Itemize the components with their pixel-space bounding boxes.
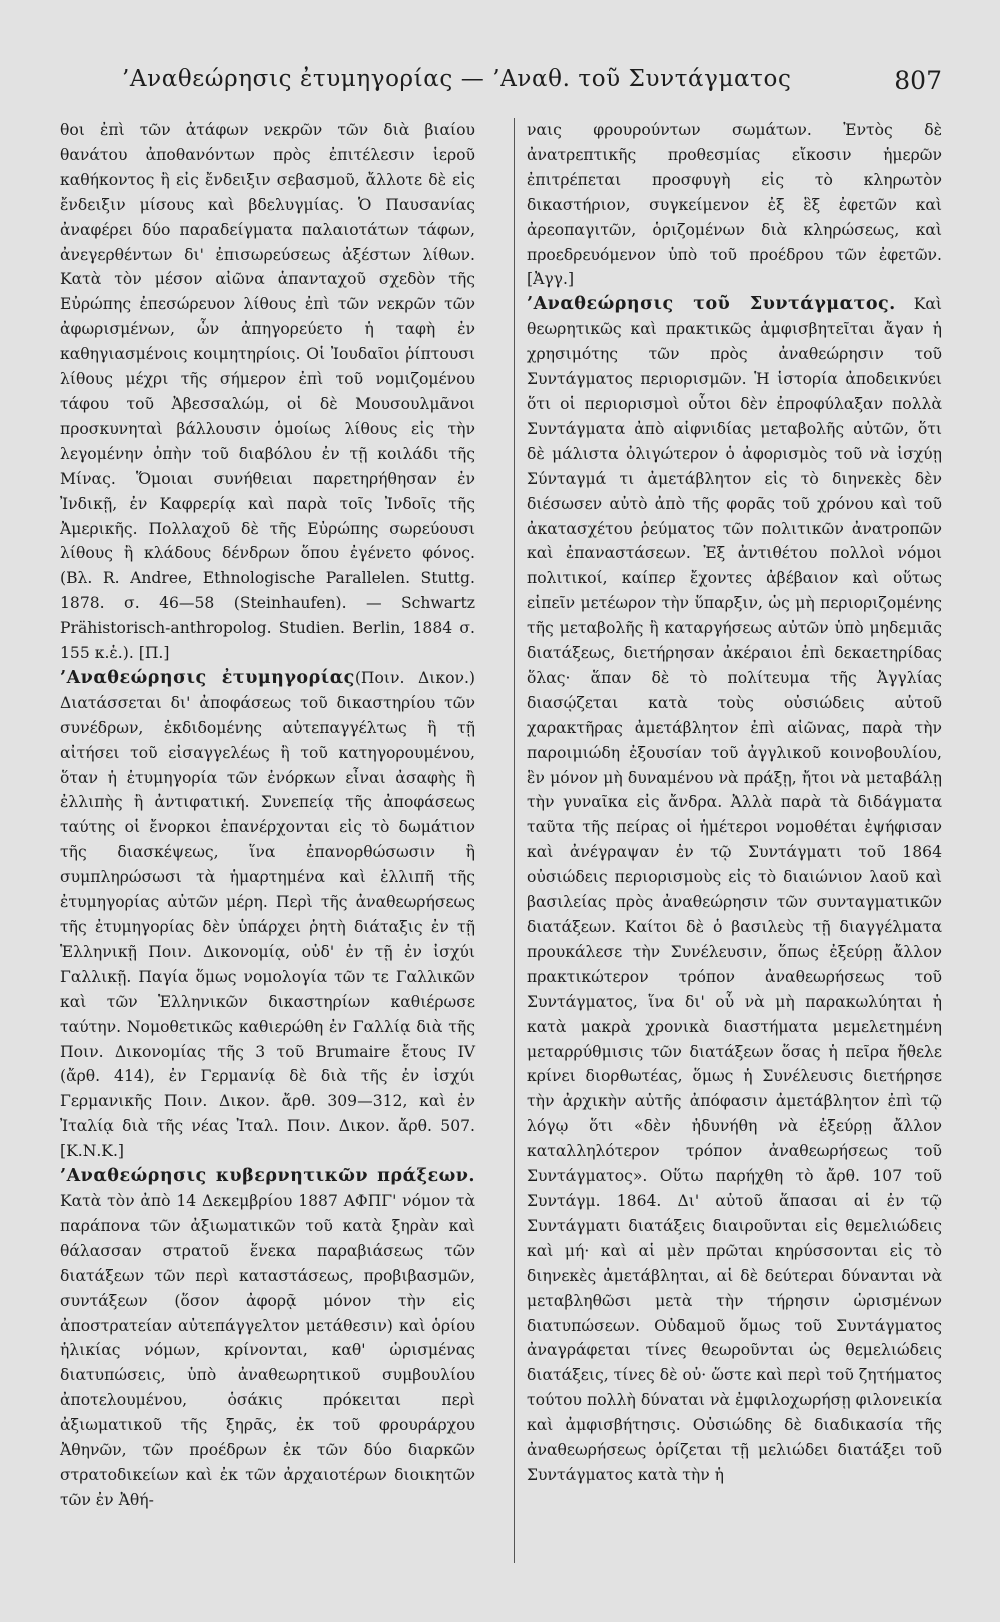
entry-body-text: ναις φρουρούντων σωμάτων. Ἐντὸς δὲ ἀνατρεπτικῆς προθεσμίας εἴκοσιν ἡμερῶν ἐπιτρέπεται προσφυγὴ εἰς τὸ κληρωτὸν δικαστήριον, συγκείμενον ἐξ ἓξ ἐφετῶν καὶ ἀρεοπαγιτῶν, ὁριζομένων διὰ κληρώσεως, καὶ προεδρευόμενον ὑπὸ τοῦ προέδρου τῶν ἐφετῶν. [Ἀγγ.]: [527, 121, 942, 289]
page-number: 807: [894, 66, 942, 95]
entry-body-text: Καὶ θεωρητικῶς καὶ πρακτικῶς ἀμφισβητεῖται ἄγαν ἡ χρησιμότης τῶν πρὸς ἀναθεώρησιν τοῦ Συντάγματος περιορισμῶν. Ἡ ἱστορία ἀποδεικνύει ὅτι οἱ περιορισμοὶ οὗτοι δὲν ἐπροφύλαξαν πολλὰ Συντάγματα ἀπὸ αἰφνιδίας μεταβολῆς αὐτῶν, ὅτι δὲ μάλιστα ὀλιγώτερον ὁ ἀφορισμὸς τοῦ νὰ ἰσχύῃ Σύνταγμά τι ἀμετάβλητον εἰς τὸ διηνεκὲς δὲν διέσωσεν αὐτὸ ἀπὸ τῆς φορᾶς τοῦ χρόνου καὶ τοῦ ἀκατασχέτου ῥεύματος τῶν πολιτικῶν ἀνατροπῶν καὶ ἐπαναστάσεων. Ἐξ ἀντιθέτου πολλοὶ νόμοι πολιτικοί, καίπερ ἔχοντες ἀβέβαιον καὶ οὕτως εἰπεῖν μετέωρον τὴν ὕπαρξιν, ὡς μὴ περιοριζομένης τῆς μεταβολῆς ἢ καταργήσεως αὐτῶν ὑπὸ μηδεμιᾶς διατάξεως, διετήρησαν ἀκέραιοι ἐπὶ δεκαετηρίδας ὅλας· ἅπαν δὲ τὸ πολίτευμα τῆς Ἀγγλίας διασῴζεται κατὰ τοὺς οὐσιώδεις αὐτοῦ χαρακτῆρας ἀμετάβλητον ἐπὶ αἰῶνας, παρὰ τὴν παροιμιώδη ἐξουσίαν τοῦ ἀγγλικοῦ κοινοβουλίου, ἓν μόνον μὴ δυναμένου νὰ πράξῃ, ἤτοι νὰ μεταβάλῃ τὴν γυναῖκα εἰς ἄνδρα. Ἀλλὰ παρὰ τὰ διδάγματα ταῦτα τῆς πείρας οἱ ἡμέτεροι νομοθέται ἐψήφισαν καὶ ἀνέγραψαν ἐν τῷ Συντάγματι τοῦ 1864 οὐσιώδεις περιορισμοὺς εἰς τὸ διαιώνιον λαοῦ καὶ βασιλείας πρὸς ἀναθεώρησιν τῶν συνταγματικῶν διατάξεων. Καίτοι δὲ ὁ βασιλεὺς τῇ διαγγέλματα προυκάλεσε τὴν Συνέλευσιν, ὅπως ἐξεύρῃ ἄλλον πρακτικώτερον τρόπον ἀναθεωρήσεως τοῦ Συντάγματος, ἵνα δι' οὗ νὰ μὴ παρακωλύηται ἡ κατὰ μακρὰ χρονικὰ διαστήματα μεμελετημένη μεταρρύθμισις τῶν διατάξεων ὅσας ἡ πεῖρα ἤθελε κρίνει διορθωτέας, ὅμως ἡ Συνέλευσις διετήρησε τὴν ἀρχικὴν αὐτῆς ἀπόφασιν ἀμετάβλητον ἐπὶ τῷ λόγῳ ὅτι «δὲν ἠδυνήθη νὰ ἐξεύρῃ ἄλλον καταλληλότερον τρόπον ἀναθεωρήσεως τοῦ Συντάγματος». Οὕτω παρήχθη τὸ ἄρθ. 107 τοῦ Συντάγμ. 1864. Δι' αὐτοῦ ἅπασαι αἱ ἐν τῷ Συντάγματι διατάξεις διαιροῦνται εἰς θεμελιώδεις καὶ μή· καὶ αἱ μὲν πρῶται κηρύσσονται εἰς τὸ διηνεκὲς ἀμετάβληται, αἱ δὲ δεύτεραι δύνανται νὰ μεταβληθῶσι μετὰ τὴν τήρησιν ὡρισμένων διατυπώσεων. Οὐδαμοῦ ὅμως τοῦ Συντάγματος ἀναγράφεται τίνες θεωροῦνται ὡς θεμελιώδεις διατάξεις, τίνες δὲ οὐ· ὥστε καὶ περὶ τοῦ ζητήματος τούτου πολλὴ δύναται νὰ ἐμφιλοχωρήσῃ φιλονεικία καὶ ἀμφισβήτησις. Οὐσιώδης δὲ διαδικασία τῆς ἀναθεωρήσεως ὁρίζεται τῇ μελιώδει διατάξει τοῦ Συντάγματος κατὰ τὴν ἡ: [527, 295, 942, 1484]
column-divider: [514, 118, 515, 1563]
dictionary-entry: [60, 666, 475, 1164]
left-column: [60, 118, 475, 1513]
entry-body-text: (Ποιν. Δικον.) Διατάσσεται δι' ἀποφάσεως τοῦ δικαστηρίου τῶν συνέδρων, ἐκδιδομένης αὐτεπαγγέλτως ἢ τῇ αἰτήσει τοῦ εἰσαγγελέως ἢ τοῦ κατηγορουμένου, ὅταν ἡ ἐτυμηγορία τῶν ἐνόρκων εἶναι ἀσαφὴς ἢ ἐλλιπὴς ἢ ἀντιφατική. Συνεπείᾳ τῆς ἀποφάσεως ταύτης οἱ ἔνορκοι ἐπανέρχονται εἰς τὸ δωμάτιον τῆς διασκέψεως, ἵνα ἐπανορθώσωσιν ἢ συμπληρώσωσι τὰ ἡμαρτημένα καὶ ἐλλιπῆ τῆς ἐτυμηγορίας αὐτῶν μέρη. Περὶ τῆς ἀναθεωρήσεως τῆς ἐτυμηγορίας δὲν ὑπάρχει ῥητὴ διάταξις ἐν τῇ Ἑλληνικῇ Ποιν. Δικονομίᾳ, οὐδ' ἐν τῇ ἐν ἰσχύι Γαλλικῇ. Παγία ὅμως νομολογία τῶν τε Γαλλικῶν καὶ τῶν Ἑλληνικῶν δικαστηρίων καθιέρωσε ταύτην. Νομοθετικῶς καθιερώθη ἐν Γαλλίᾳ διὰ τῆς Ποιν. Δικονομίας τῆς 3 τοῦ Brumaire ἔτους IV (ἄρθ. 414), ἐν Γερμανίᾳ δὲ διὰ τῆς ἐν ἰσχύι Γερμανικῆς Ποιν. Δικον. ἄρθ. 309—312, καὶ ἐν Ἰταλίᾳ διὰ τῆς νέας Ἰταλ. Ποιν. Δικον. ἄρθ. 507. [Κ.Ν.Κ.]: [60, 668, 476, 1161]
dictionary-entry: [60, 1164, 475, 1513]
entry-heading: ’Αναθεώρησις τοῦ Συντάγματος.: [527, 294, 896, 315]
entry-body-text: Κατὰ τὸν ἀπὸ 14 Δεκεμβρίου 1887 ΑΦΠΓ' νόμον τὰ παράπονα τῶν ἀξιωματικῶν τοῦ κατὰ ξηρὰν καὶ θάλασσαν στρατοῦ ἕνεκα παραβιάσεως τῶν διατάξεων τῶν περὶ καταστάσεως, προβιβασμῶν, συντάξεων (ὅσον ἀφορᾷ μόνον τὴν εἰς ἀποστρατείαν αὐτεπάγγελτον μετάθεσιν) καὶ ὁρίου ἡλικίας νόμων, κρίνονται, καθ' ὡρισμένας διατυπώσεις, ὑπὸ ἀναθεωρητικοῦ συμβουλίου ἀποτελουμένου, ὁσάκις πρόκειται περὶ ἀξιωματικοῦ τῆς ξηρᾶς, ἐκ τοῦ φρουράρχου Ἀθηνῶν, τῶν προέδρων ἐκ τῶν δύο διαρκῶν στρατοδικείων καὶ ἐκ τῶν ἀρχαιοτέρων διοικητῶν τῶν ἐν Ἀθή-: [60, 1191, 475, 1509]
entry-heading: ’Αναθεώρησις ἐτυμηγορίας: [60, 667, 355, 688]
running-head-title: ’Αναθεώρησις ἐτυμηγορίας — ’Αναθ. τοῦ Συντάγματος: [122, 66, 792, 92]
text-paragraph: [60, 118, 475, 666]
dictionary-entry: [527, 292, 942, 1488]
running-header: [60, 66, 942, 100]
entry-heading: ’Αναθεώρησις κυβερνητικῶν πράξεων.: [60, 1166, 475, 1187]
text-paragraph: [527, 118, 942, 292]
entry-body-text: θοι ἐπὶ τῶν ἀτάφων νεκρῶν τῶν διὰ βιαίου θανάτου ἀποθανόντων πρὸς ἐπιτέλεσιν ἱεροῦ καθήκοντος ἢ εἰς ἔνδειξιν σεβασμοῦ, ἄλλοτε δὲ εἰς ἔνδειξιν μίσους καὶ βδελυγμίας. Ὁ Παυσανίας ἀναφέρει δύο παραδείγματα παλαιοτάτων τάφων, ἀνεγερθέντων δι' ἐπισωρεύσεως ἀξέστων λίθων. Κατὰ τὸν μέσον αἰῶνα ἁπανταχοῦ σχεδὸν τῆς Εὐρώπης ἐπεσώρευον λίθους ἐπὶ τῶν νεκρῶν τῶν ἀφωρισμένων, ὧν ἀπηγορεύετο ἡ ταφὴ ἐν καθηγιασμένοις κοιμητηρίοις. Οἱ Ἰουδαῖοι ῥίπτουσι λίθους μέχρι τῆς σήμερον ἐπὶ τοῦ νομιζομένου τάφου τοῦ Ἀβεσσαλώμ, οἱ δὲ Μουσουλμᾶνοι προσκυνηταὶ βάλλουσιν ὁμοίως λίθους εἰς τὴν λεγομένην ὀπὴν τοῦ διαβόλου ἐν τῇ κοιλάδι τῆς Μίνας. Ὅμοιαι συνήθειαι παρετηρήθησαν ἐν Ἰνδικῇ, ἐν Καφρερίᾳ καὶ παρὰ τοῖς Ἰνδοῖς τῆς Ἀμερικῆς. Πολλαχοῦ δὲ τῆς Εὐρώπης σωρεύουσι λίθους ἢ κλάδους δένδρων ὅπου ἐγένετο φόνος. (Βλ. R. Andree, Ethnologische Parallelen. Stuttg. 1878. σ. 46—58 (Steinhaufen). — Schwartz Prähistorisch-anthropolog. Studien. Berlin, 1884 σ. 155 κ.ἑ.). [Π.]: [60, 121, 475, 663]
text-columns: [60, 118, 942, 1513]
right-column: [527, 118, 942, 1513]
